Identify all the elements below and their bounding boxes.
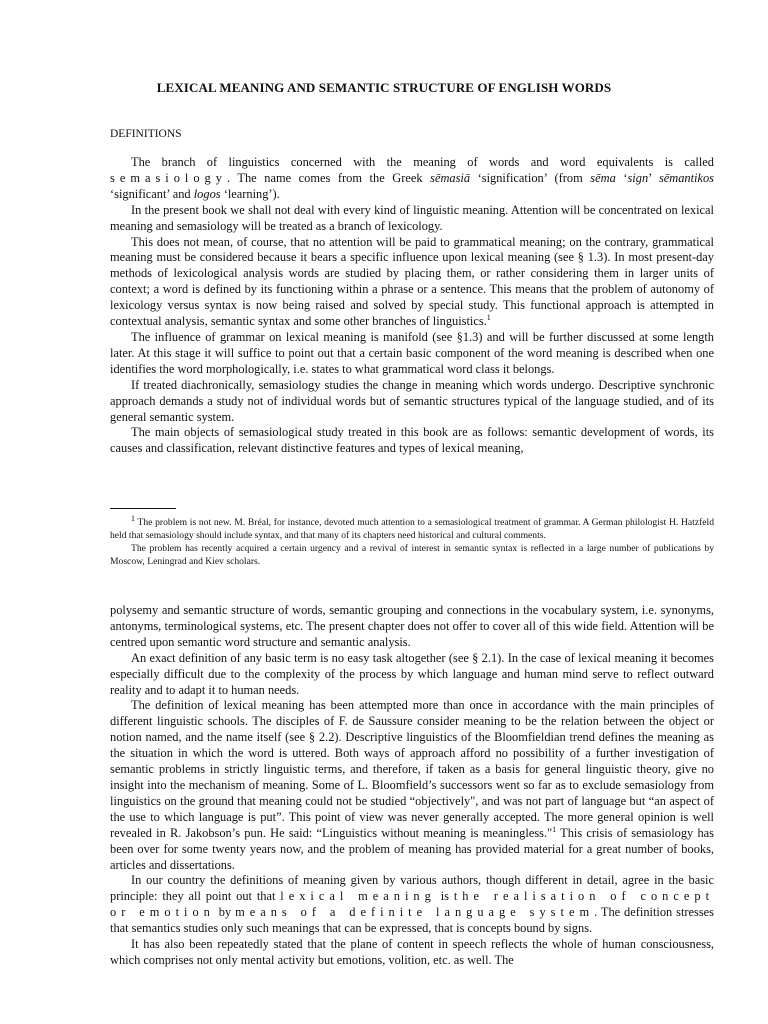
paragraph: The definition of lexical meaning has been attempted more than once in accordance with the main principles of different linguistic schools. The disciples of F. de Saussure consider meaning to be the relation between the object or notion named, and the name itself (see § 2.2). Descriptive linguistics of the Bloomfieldian trend defines the meaning as the situation in which the word is uttered. Both ways of approach afford no possibility of a further investigation of semantic problems in strictly linguistic terms, and therefore, if taken as a basis for general linguistic theory, give no insight into the mechanism of meaning. Some of L. Bloomfield’s successors went so far as to exclude semasiology from linguistics on the ground that meaning could not be studied “objectively", and was not part of language but “an aspect of the use to which language is put”. This point of view was never generally accepted. The more general opinion is well revealed in R. Jakobson’s pun. He said: “Linguistics without meaning is meaningless."$^1$ This crisis of semasiology has been over for some twenty years now, and the problem of meaning has provided material for a great number of books, articles and dissertations. xyxy=(110,698,714,872)
paragraph: It has also been repeatedly stated that the plane of content in speech reflects the whole of human consciousness, which comprises not only mental activity but emotions, volition, etc. as well. The xyxy=(110,937,714,967)
footnotes xyxy=(110,513,714,568)
paragraph: In our country the definitions of meaning given by various authors, though different in detail, agree in the basic principle: they all point out that lexical meaning is the realisation of concept or emotion by means of a definite language system. The definition stresses that semantics studies only such meanings that can be expressed, that is concepts bound by signs. xyxy=(110,873,715,936)
footnote: The problem has recently acquired a certain urgency and a revival of interest in semantic syntax is reflected in a large number of publications by Moscow, Leningrad and Kiev scholars. xyxy=(110,543,714,567)
paragraph: The main objects of semasiological study treated in this book are as follows: semantic development of words, its causes and classification, relevant distinctive features and types of lexical meaning, xyxy=(110,425,714,456)
footnote-divider xyxy=(110,508,176,509)
footnote-marker: 1 xyxy=(552,824,557,834)
paragraph: In the present book we shall not deal with every kind of linguistic meaning. Attention will be concentrated on lexical meaning and semasiology will be treated as a branch of lexicology. xyxy=(110,202,714,233)
footnote-marker: 1 xyxy=(486,312,491,322)
section-heading: DEFINITIONS xyxy=(110,128,182,140)
page-title: LEXICAL MEANING AND SEMANTIC STRUCTURE OF ENGLISH WORDS xyxy=(156,80,612,95)
paragraph: If treated diachronically, semasiology studies the change in meaning which words undergo. Descriptive synchronic approach demands a study not of individual words but of semantic structures typical of the language studied, and of its general semantic system. xyxy=(110,377,714,424)
paragraph: An exact definition of any basic term is no easy task altogether (see § 2.1). In the case of lexical meaning it becomes especially difficult due to the complexity of the process by which language and human mind serve to reflect outward reality and to adapt it to human needs. xyxy=(110,650,714,697)
paragraph: The influence of grammar on lexical meaning is manifold (see §1.3) and will be further discussed at some length later. At this stage it will suffice to point out that a certain basic component of the word meaning is described when one identifies the word morphologically, i.e. states to what grammatical word class it belongs. xyxy=(110,329,714,376)
body-text-top xyxy=(110,155,714,457)
paragraph: This does not mean, of course, that no attention will be paid to grammatical meaning; on the contrary, grammatical meaning must be considered because it bears a specific influence upon lexical meaning (see § 1.3). In most present-day methods of lexicological analysis words are studied by placing them, or rather considering them in larger units of context; a word is defined by its functioning within a phrase or a sentence. This means that the problem of autonomy of lexicology versus syntax is now being raised and solved by special study. This functional approach is attempted in contextual analysis, semantic syntax and some other branches of linguistics.$^1$ xyxy=(110,234,714,329)
body-text-bottom xyxy=(110,603,714,969)
footnote: $^1$ The problem is not new. M. Bréal, for instance, devoted much attention to a semasiological treatment of grammar. A German philologist H. Hatzfeld held that semasiology should include syntax, and that many of its chapters need historical and cultural comments. xyxy=(110,513,714,541)
paragraph: The branch of linguistics concerned with the meaning of words and word equivalents is called semasiology. The name comes from the Greek sēmasiā ‘signification’ (from sēma ‘sign’ sēmantikos ‘significant’ and logos ‘learning’). xyxy=(110,155,714,201)
paragraph: polysemy and semantic structure of words, semantic grouping and connections in the vocabulary system, i.e. synonyms, antonyms, terminological systems, etc. The present chapter does not offer to cover all of this wide field. Attention will be centred upon semantic word structure and semantic analysis. xyxy=(110,603,714,649)
